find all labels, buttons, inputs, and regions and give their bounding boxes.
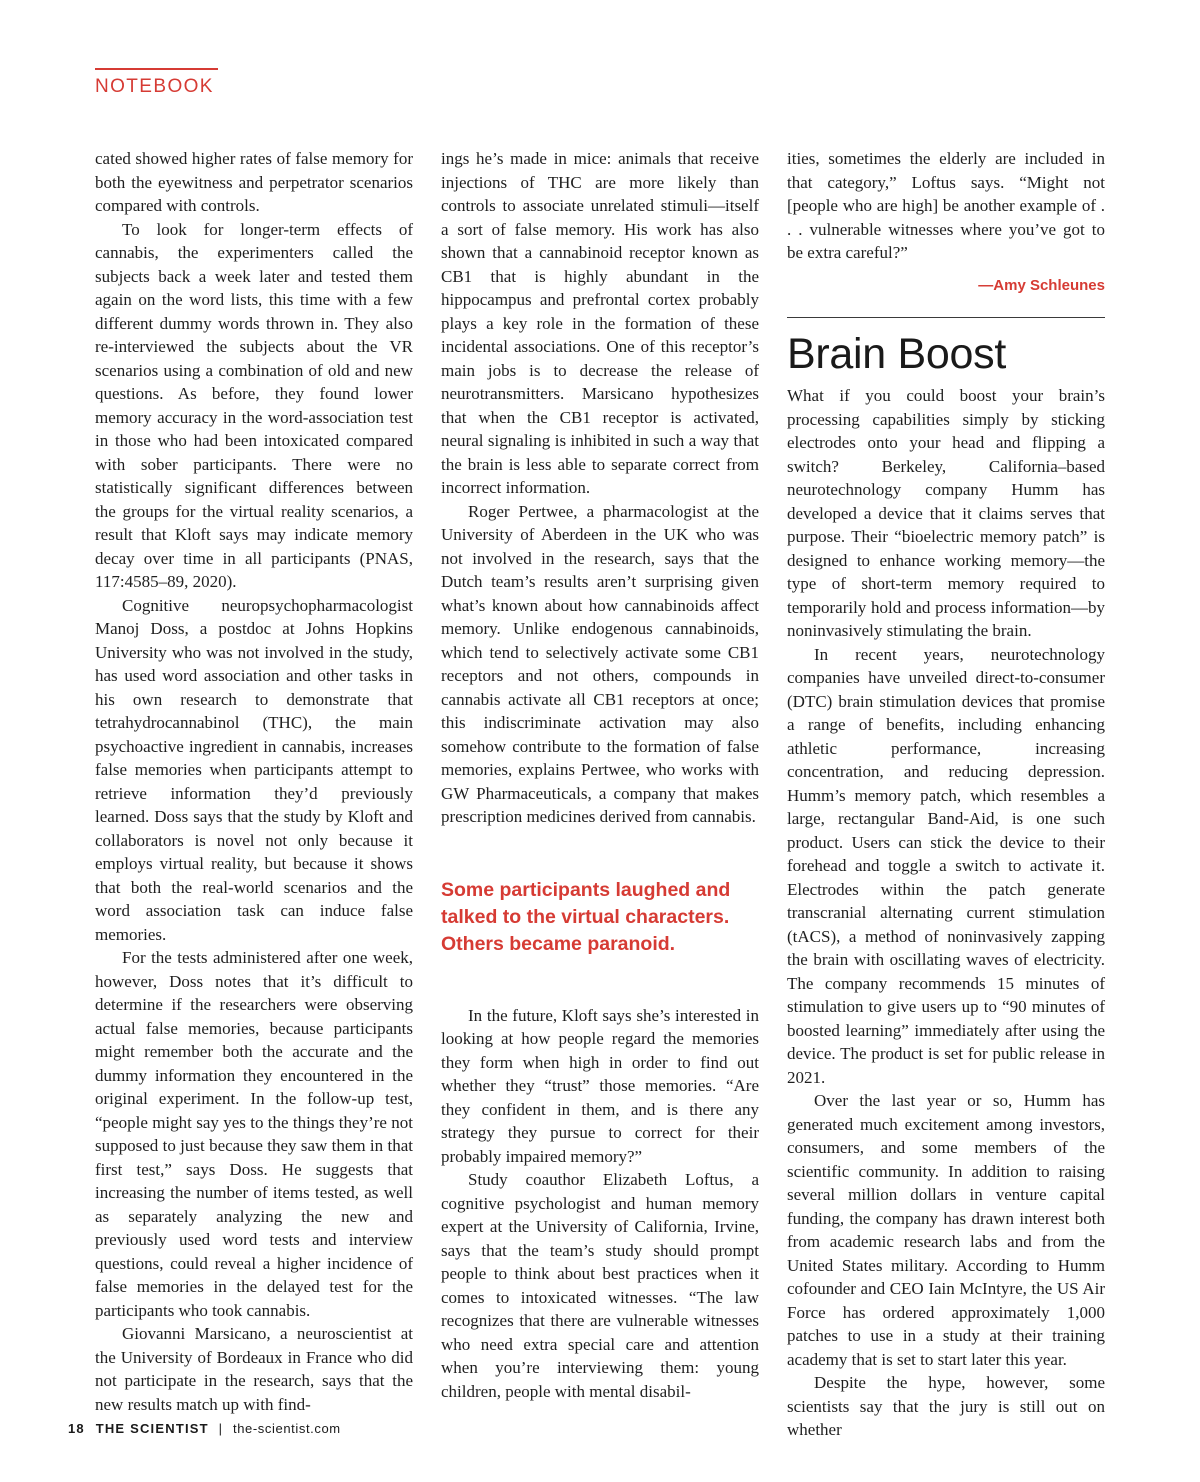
author-byline: —Amy Schleunes	[978, 276, 1105, 294]
byline-line	[787, 273, 1105, 298]
website-link[interactable]: the-scientist.com	[233, 1421, 341, 1436]
body-paragraph: For the tests administered after one week, however, Doss notes that it’s difficult to determine if the researchers were observing actual false memories, because participants might remember both the accurate and the dummy information they encountered in the original experiment. In the follow-up test, “people might say yes to the things they’re not supposed to just because they saw them in that first test,” says Doss. He suggests that increasing the number of items tested, as well as separately analyzing the new and previously used word tests and interview questions, could reveal a higher incidence of false memories in the delayed test for the participants who took cannabis.	[95, 948, 413, 1320]
article-divider	[787, 317, 1105, 318]
section-rule	[95, 68, 218, 70]
magazine-name: THE SCIENTIST	[95, 1421, 209, 1436]
body-paragraph: To look for longer-term effects of cannabis, the experimenters called the subjects back a week later and tested them again on the word lists, this time with a few different dummy words thrown in. They also re-interviewed the subjects about the VR scenarios using a combination of old and new questions. As before, they found lower memory accuracy in the word-association test in those who had been intoxicated compared with sober participants. There were no statistically significant differences between the groups for the virtual reality scenarios, a result that Kloft says may indicate memory decay over time in all participants (PNAS, 117:4585–89, 2020).	[95, 219, 413, 591]
body-paragraph: Despite the hype, however, some scientists say that the jury is still out on whether	[787, 1373, 1105, 1439]
section-label: NOTEBOOK	[95, 76, 214, 97]
body-paragraph: Roger Pertwee, a pharmacologist at the University of Aberdeen in the UK who was not involved in the research, says that the Dutch team’s results aren’t surprising given what’s known about how cannabinoids affect memory. Unlike endogenous cannabinoids, which tend to selectively activate some CB1 receptors and not others, compounds in cannabis activate all CB1 receptors at once; this indiscriminate activation may also somehow contribute to the formation of false memories, explains Pertwee, who works with GW Pharmaceuticals, a company that makes prescription medicines derived from cannabis.	[441, 501, 759, 826]
body-paragraph: ities, sometimes the elderly are included in that category,” Loftus says. “Might not [people who are high] be another example of . . . vulnerable witnesses where you’ve got to be extra careful?”	[787, 149, 1105, 262]
body-paragraph: cated showed higher rates of false memory for both the eyewitness and perpetrator scenarios compared with controls.	[95, 149, 413, 215]
pull-quote: Some participants laughed and talked to the virtual characters. Others became paranoid.	[441, 878, 731, 955]
body-paragraph: Over the last year or so, Humm has generated much excitement among investors, consumers, and some members of the scientific community. In addition to raising several million dollars in venture capital funding, the company has drawn interest both from academic research labs and from the United States military. According to Humm cofounder and CEO Iain McIntyre, the US Air Force has ordered approximately 1,000 patches to use in a study at their training academy that is set to start later this year.	[787, 1091, 1105, 1369]
page-number: 18	[68, 1421, 85, 1436]
article-column-1	[95, 147, 413, 1416]
body-paragraph: ings he’s made in mice: animals that receive injections of THC are more likely than controls to associate unrelated stimuli—itself a sort of false memory. His work has also shown that a cannabinoid receptor known as CB1 that is highly abundant in the hippocampus and prefrontal cortex probably plays a key role in the formation of these incidental associations. One of this receptor’s main jobs is to decrease the release of neurotransmitters. Marsicano hypothesizes that when the CB1 receptor is activated, neural signaling is inhibited in such a way that the brain is less able to separate correct from incorrect information.	[441, 149, 759, 497]
body-paragraph: In recent years, neurotechnology companies have unveiled direct-to-consumer (DTC) brain stimulation devices that promise a range of benefits, including enhancing athletic performance, increasing concentration, and reducing depression. Humm’s memory patch, which resembles a large, rectangular Band-Aid, is one such product. Users can stick the device to their forehead and toggle a switch to activate it. Electrodes within the patch generate transcranial alternating current stimulation (tACS), a method of noninvasively zapping the brain with oscillating waves of electricity. The company recommends 15 minutes of stimulation to give users up to “90 minutes of boosted learning” immediately after using the device. The product is set for public release in 2021.	[787, 644, 1105, 1087]
body-paragraph: Giovanni Marsicano, a neuroscientist at the University of Bordeaux in France who did not participate in the research, says that the new results match up with find-	[95, 1324, 413, 1414]
body-paragraph: Cognitive neuropsychopharmacologist Manoj Doss, a postdoc at Johns Hopkins University who was not involved in the study, has used word association and other tasks in his own research to demonstrate that tetrahydrocannabinol (THC), the main psychoactive ingredient in cannabis, increases false memories when participants attempt to retrieve information they’d previously learned. Doss says that the study by Kloft and collaborators is novel not only because it employs virtual reality, but because it shows that both the real-world scenarios and the word association task can induce false memories.	[95, 595, 413, 944]
footer-separator: |	[218, 1421, 224, 1436]
body-paragraph: In the future, Kloft says she’s interested in looking at how people regard the memories they form when high in order to find out whether they “trust” those memories. “Are they confident in them, and is there any strategy they pursue to correct for their probably impaired memory?”	[441, 1005, 759, 1166]
article-column-3	[787, 147, 1105, 1442]
page-footer	[68, 1421, 341, 1436]
article-column-2	[441, 147, 759, 1403]
body-paragraph: Study coauthor Elizabeth Loftus, a cognitive psychologist and human memory expert at the University of California, Irvine, says that the team’s study should prompt people to think about best practices when it comes to intoxicated witnesses. “The law recognizes that there are vulnerable witnesses who need extra special care and attention when you’re interviewing them: young children, people with mental disabil-	[441, 1170, 759, 1401]
body-paragraph: What if you could boost your brain’s processing capabilities simply by sticking electrodes onto your head and flipping a switch? Berkeley, California–based neurotechnology company Humm has developed a device that it claims serves that purpose. Their “bioelectric memory patch” is designed to enhance working memory—the type of short-term memory required to temporarily hold and process information—by noninvasively stimulating the brain.	[787, 386, 1105, 640]
article-headline: Brain Boost	[787, 330, 1006, 378]
